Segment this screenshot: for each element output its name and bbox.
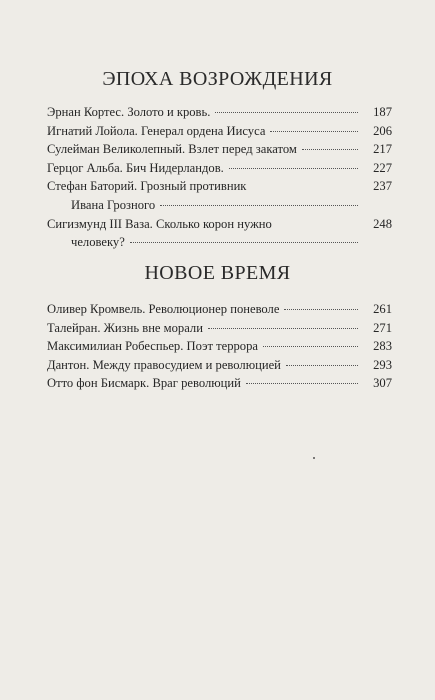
- toc-entry-title: [47, 374, 362, 393]
- toc-entry-line: [47, 177, 362, 196]
- dot-leader: [263, 346, 358, 347]
- toc-entry: [47, 177, 392, 214]
- dot-leader: [246, 383, 358, 384]
- section-title-renaissance: ЭПОХА ВОЗРОЖДЕНИЯ: [102, 68, 333, 90]
- toc-entry-title: [47, 215, 362, 252]
- toc-entry-text: Сулейман Великолепный. Взлет перед закатом: [47, 142, 297, 157]
- dot-leader: [284, 309, 358, 310]
- dot-leader: [160, 205, 358, 206]
- page-number: 271: [373, 320, 392, 335]
- page-number: 261: [373, 302, 392, 316]
- page-number: 206: [373, 123, 392, 138]
- toc-entry-title: [47, 140, 362, 159]
- page-number: 307: [373, 376, 392, 391]
- toc-entry-text: Отто фон Бисмарк. Враг революций: [47, 376, 241, 391]
- toc-entry-text: Дантон. Между правосудием и революцией: [47, 357, 281, 372]
- toc-entry: [47, 159, 392, 178]
- toc-entry-title: [47, 356, 362, 375]
- dot-leader: [302, 149, 358, 150]
- toc-entry: [47, 374, 392, 393]
- section-title-modern-age: НОВОЕ ВРЕМЯ: [144, 262, 291, 284]
- dot-leader: [270, 131, 358, 132]
- toc-entry-line: [47, 103, 362, 122]
- toc-entry-line: [47, 337, 362, 356]
- toc-entry-text: человеку?: [71, 235, 125, 250]
- toc-entry-line: [47, 356, 362, 375]
- page-number: 227: [373, 160, 392, 175]
- page-number: 283: [373, 339, 392, 354]
- page-number: 237: [373, 179, 392, 194]
- page-number: 187: [373, 105, 392, 119]
- print-speck: [313, 457, 315, 459]
- toc-entry-line: [47, 122, 362, 141]
- toc-entry-line: [47, 300, 362, 319]
- toc-entry-line: [47, 319, 362, 338]
- toc-entry: [47, 140, 392, 159]
- dot-leader: [229, 168, 358, 169]
- toc-entry-text: Оливер Кромвель. Революционер поневоле: [47, 302, 280, 316]
- toc-entry-title: [47, 177, 362, 214]
- toc-entry-text: Стефан Баторий. Грозный противник: [47, 179, 247, 194]
- toc-entry-line: [47, 374, 362, 393]
- dot-leader: [215, 112, 358, 113]
- toc-entry-title: [47, 103, 362, 122]
- toc-entry: [47, 356, 392, 375]
- toc-entry-text: Максимилиан Робеспьер. Поэт террора: [47, 339, 258, 354]
- toc-entry-text: Эрнан Кортес. Золото и кровь.: [47, 105, 211, 119]
- toc-entry-title: [47, 300, 362, 319]
- toc-entry-text: Ивана Грозного: [71, 197, 156, 212]
- toc-entry-title: [47, 122, 362, 141]
- toc-entry: [47, 122, 392, 141]
- toc-entry-text: Герцог Альба. Бич Нидерландов.: [47, 160, 224, 175]
- toc-entry-line: [47, 196, 362, 215]
- toc-entry: [47, 300, 392, 319]
- page-number: 248: [373, 216, 392, 231]
- toc-entry: [47, 337, 392, 356]
- toc-entry-text: Талейран. Жизнь вне морали: [47, 320, 203, 335]
- toc-entry-title: [47, 337, 362, 356]
- dot-leader: [286, 365, 358, 366]
- toc-entry: [47, 215, 392, 252]
- toc-list-modern-age: [47, 300, 392, 393]
- dot-leader: [130, 242, 358, 243]
- dot-leader: [208, 328, 358, 329]
- page-number: 217: [373, 142, 392, 157]
- toc-list-renaissance: [47, 103, 392, 252]
- toc-entry-text: Игнатий Лойола. Генерал ордена Иисуса: [47, 123, 266, 138]
- toc-entry: [47, 319, 392, 338]
- toc-entry-line: [47, 233, 362, 252]
- toc-entry-text: Сигизмунд III Ваза. Сколько корон нужно: [47, 216, 272, 231]
- toc-entry-line: [47, 140, 362, 159]
- toc-entry: [47, 103, 392, 122]
- toc-entry-title: [47, 319, 362, 338]
- toc-entry-line: [47, 159, 362, 178]
- page-number: 293: [373, 357, 392, 372]
- toc-entry-title: [47, 159, 362, 178]
- toc-entry-line: [47, 215, 362, 234]
